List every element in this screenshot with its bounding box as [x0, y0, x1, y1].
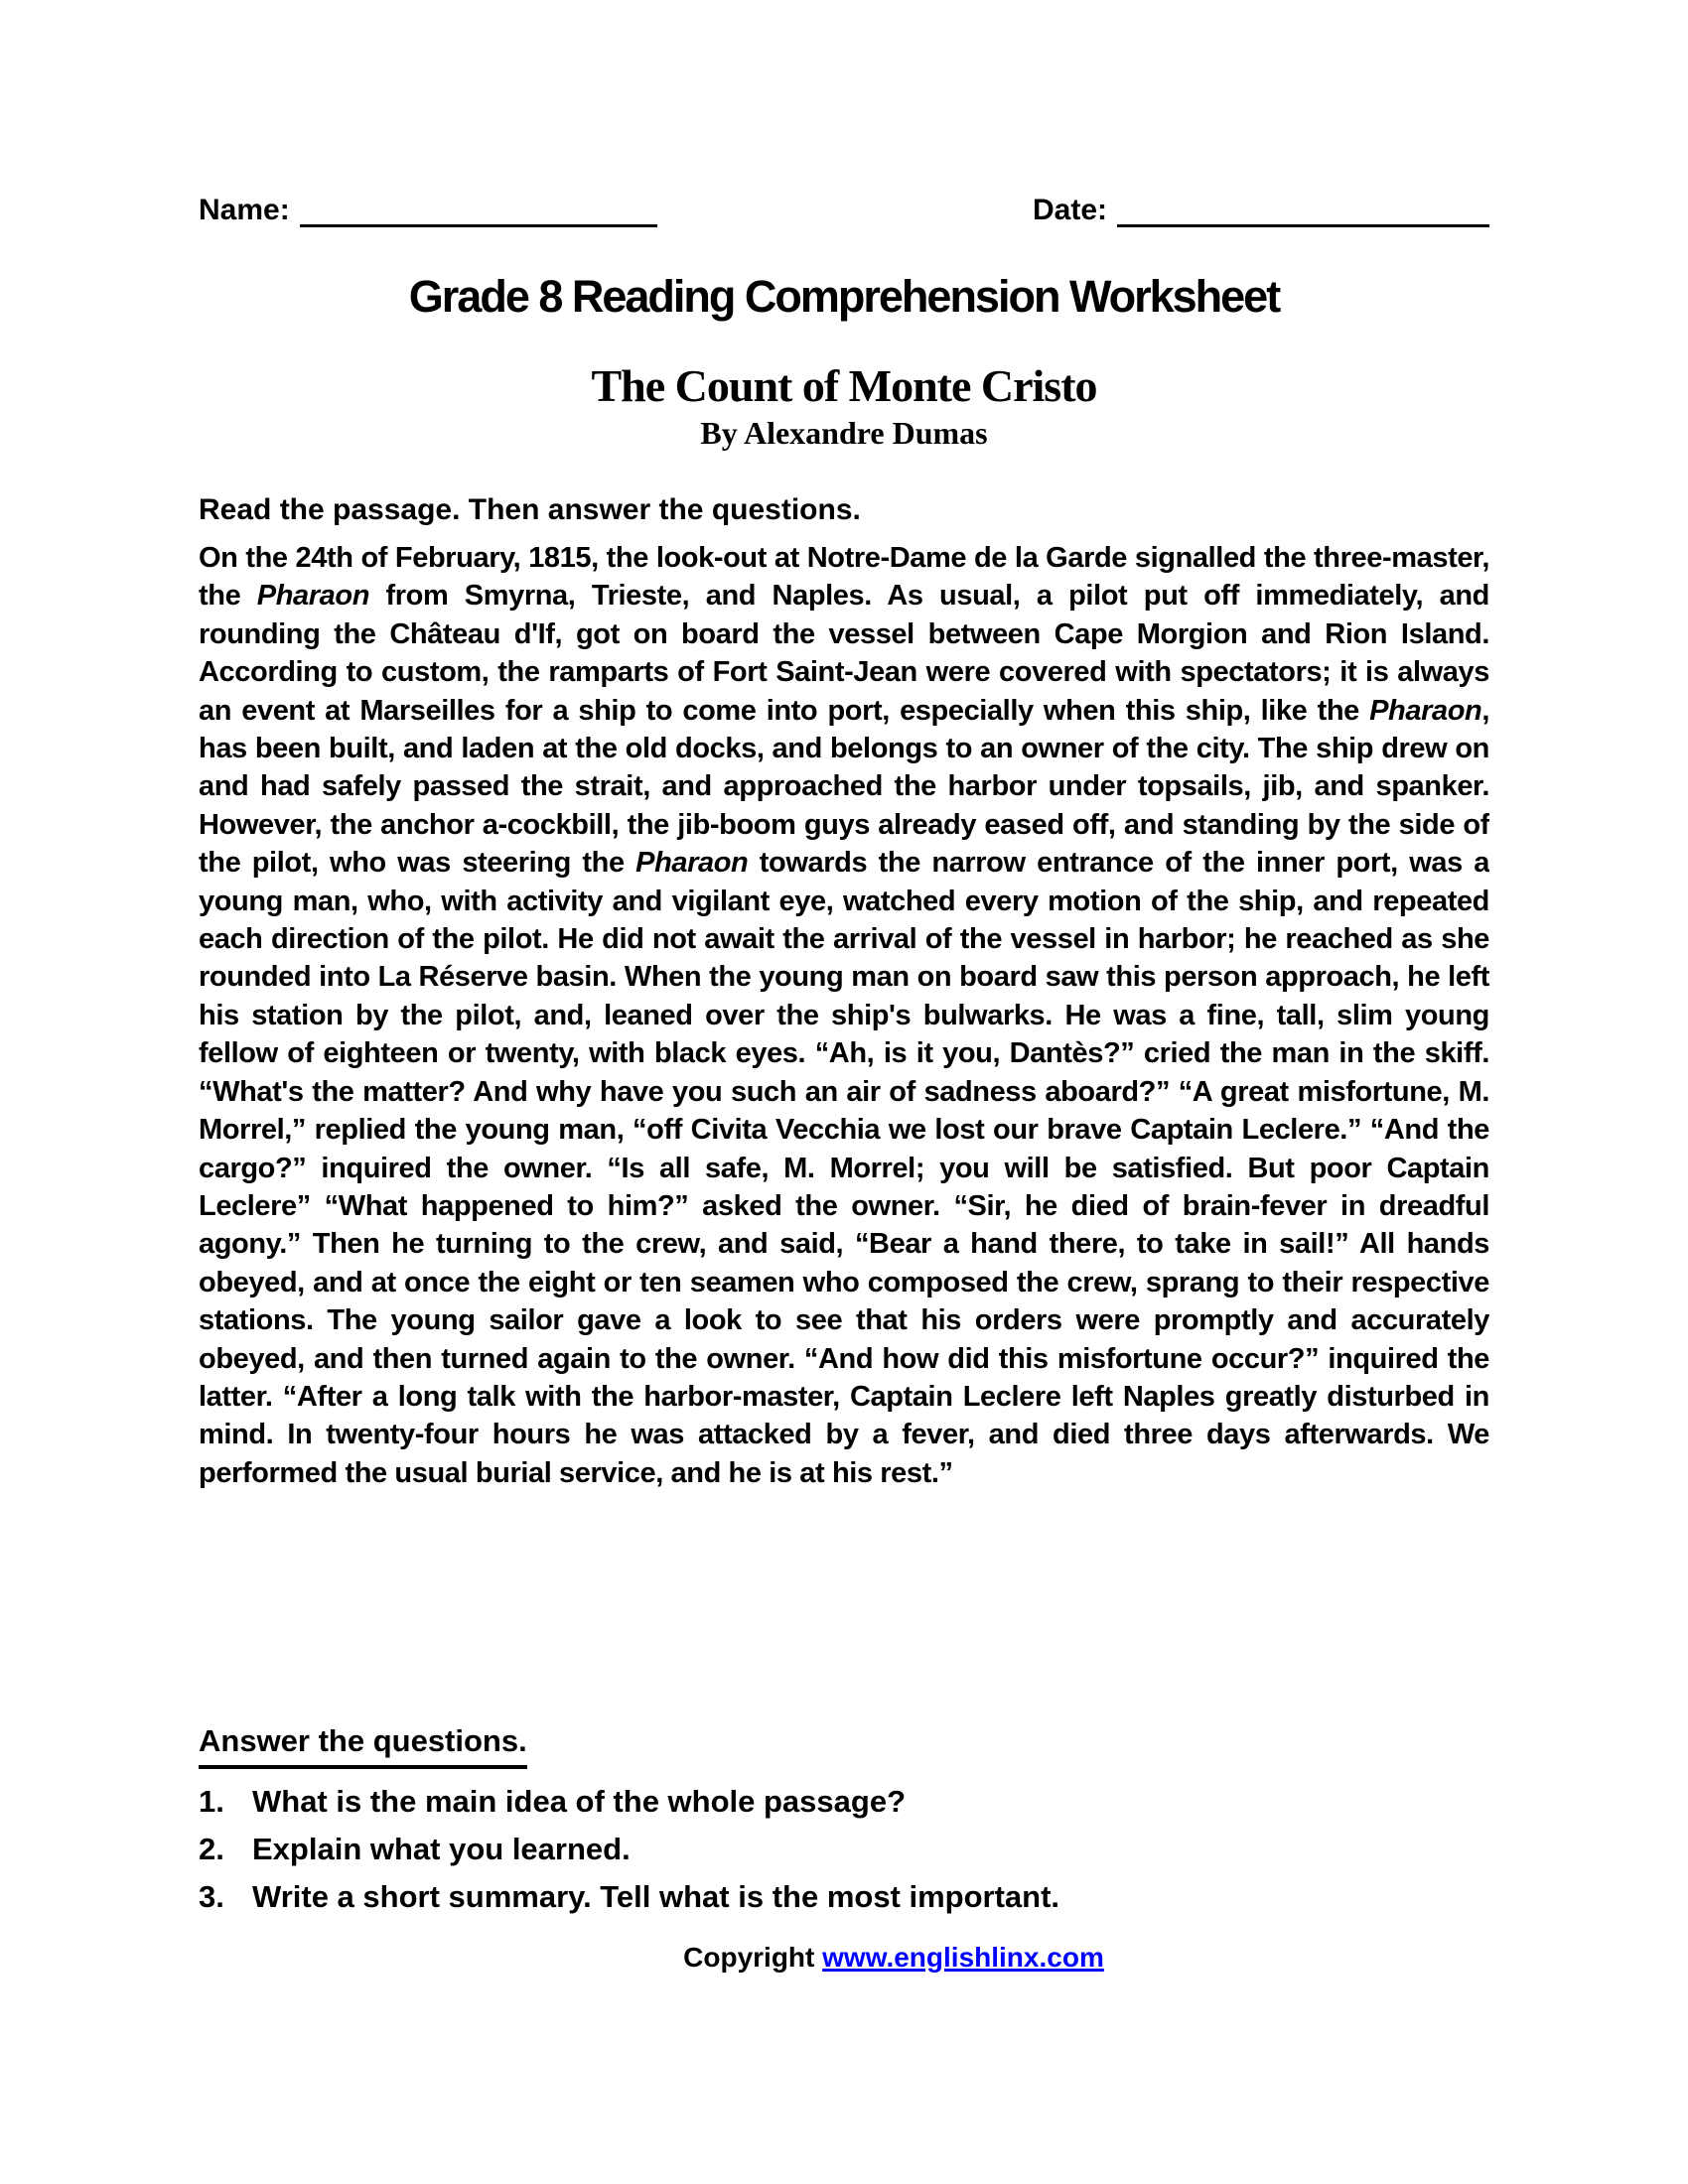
- question-text: What is the main idea of the whole passage?: [252, 1784, 907, 1819]
- worksheet-content: [199, 0, 1489, 2184]
- passage-segment: On the 24th of February, 1815, the look-out at Notre-Dame de la Garde signalled the three-master, the: [199, 542, 1489, 613]
- answer-heading: Answer the questions.: [199, 1723, 527, 1769]
- passage-segment-italic: Pharaon: [256, 580, 370, 613]
- copyright-footer: [248, 1942, 1539, 1974]
- name-field: [199, 191, 657, 227]
- answer-heading-wrap: [199, 1723, 527, 1769]
- passage-text: [199, 539, 1489, 1696]
- question-item: [199, 1832, 1489, 1867]
- author-line: By Alexandre Dumas: [700, 415, 988, 451]
- question-number: 3.: [199, 1879, 224, 1914]
- date-label: Date:: [1033, 194, 1108, 226]
- copyright-label: Copyright: [683, 1942, 823, 1973]
- name-input-line[interactable]: [300, 191, 657, 227]
- question-number: 1.: [199, 1784, 224, 1819]
- date-field: [1033, 191, 1489, 227]
- question-text: Explain what you learned.: [252, 1832, 631, 1866]
- date-input-line[interactable]: [1117, 191, 1489, 227]
- questions-list: [199, 1784, 1489, 1927]
- passage-segment: towards the narrow entrance of the inner port, was a young man, who, with activity and vigilant eye, watched every motion of the ship, and repeated each direction of the pilot. He did not await the arrival of the vessel in harbor; he reached as she rounded into La Réserve basin. When the young man on board saw this person approach, he left his station by the pilot, and, leaned over the ship's bulwarks. He was a fine, tall, slim young fellow of eighteen or twenty, with black eyes. “Ah, is it you, Dantès?” cried the man in the skiff. “What's the matter? And why have you such an air of sadness aboard?” “A great misfortune, M. Morrel,” replied the young man, “off Civita Vecchia we lost our brave Captain Leclere.” “And the cargo?” inquired the owner. “Is all safe, M. Morrel; you will be satisfied. But poor Captain Leclere” “What happened to him?” asked the owner. “Sir, he died of brain-fever in dreadful agony.” Then he turning to the crew, and said, “Bear a hand there, to take in sail!” All hands obeyed, and at once the eight or ten seamen who composed the crew, sprang to their respective stations. The young sailor gave a look to see that his orders were promptly and accurately obeyed, and then turned again to the owner. “And how did this misfortune occur?” inquired the latter. “After a long talk with the harbor-master, Captain Leclere left Naples greatly disturbed in mind. In twenty-four hours he was attacked by a fever, and died three days afterwards. We performed the usual burial service, and he is at his rest.”: [199, 847, 1489, 1489]
- question-text: Write a short summary. Tell what is the most important.: [252, 1879, 1060, 1914]
- passage-segment: , has been built, and laden at the old docks, and belongs to an owner of the city. The ship drew on and had safely passed the strait, and approached the harbor under topsails, jib, and spanker. However, the anchor a-cockbill, the jib-boom guys already eased off, and standing by the side of the pilot, who was steering the: [199, 694, 1489, 880]
- passage-segment-italic: Pharaon: [1369, 694, 1482, 727]
- question-item: [199, 1784, 1489, 1820]
- copyright-link[interactable]: www.englishlinx.com: [822, 1942, 1104, 1973]
- passage-segment: from Smyrna, Trieste, and Naples. As usual, a pilot put off immediately, and rounding the Château d'If, got on board the vessel between Cape Morgion and Rion Island. According to custom, the ramparts of Fort Saint-Jean were covered with spectators; it is always an event at Marseilles for a ship to come into port, especially when this ship, like the: [199, 580, 1489, 727]
- worksheet-title: Grade 8 Reading Comprehension Worksheet: [408, 271, 1280, 322]
- question-item: [199, 1879, 1489, 1915]
- read-instruction: Read the passage. Then answer the questions.: [199, 493, 861, 526]
- name-label: Name:: [199, 194, 290, 226]
- question-number: 2.: [199, 1832, 224, 1866]
- passage-segment-italic: Pharaon: [635, 847, 749, 880]
- passage-title: The Count of Monte Cristo: [591, 360, 1097, 411]
